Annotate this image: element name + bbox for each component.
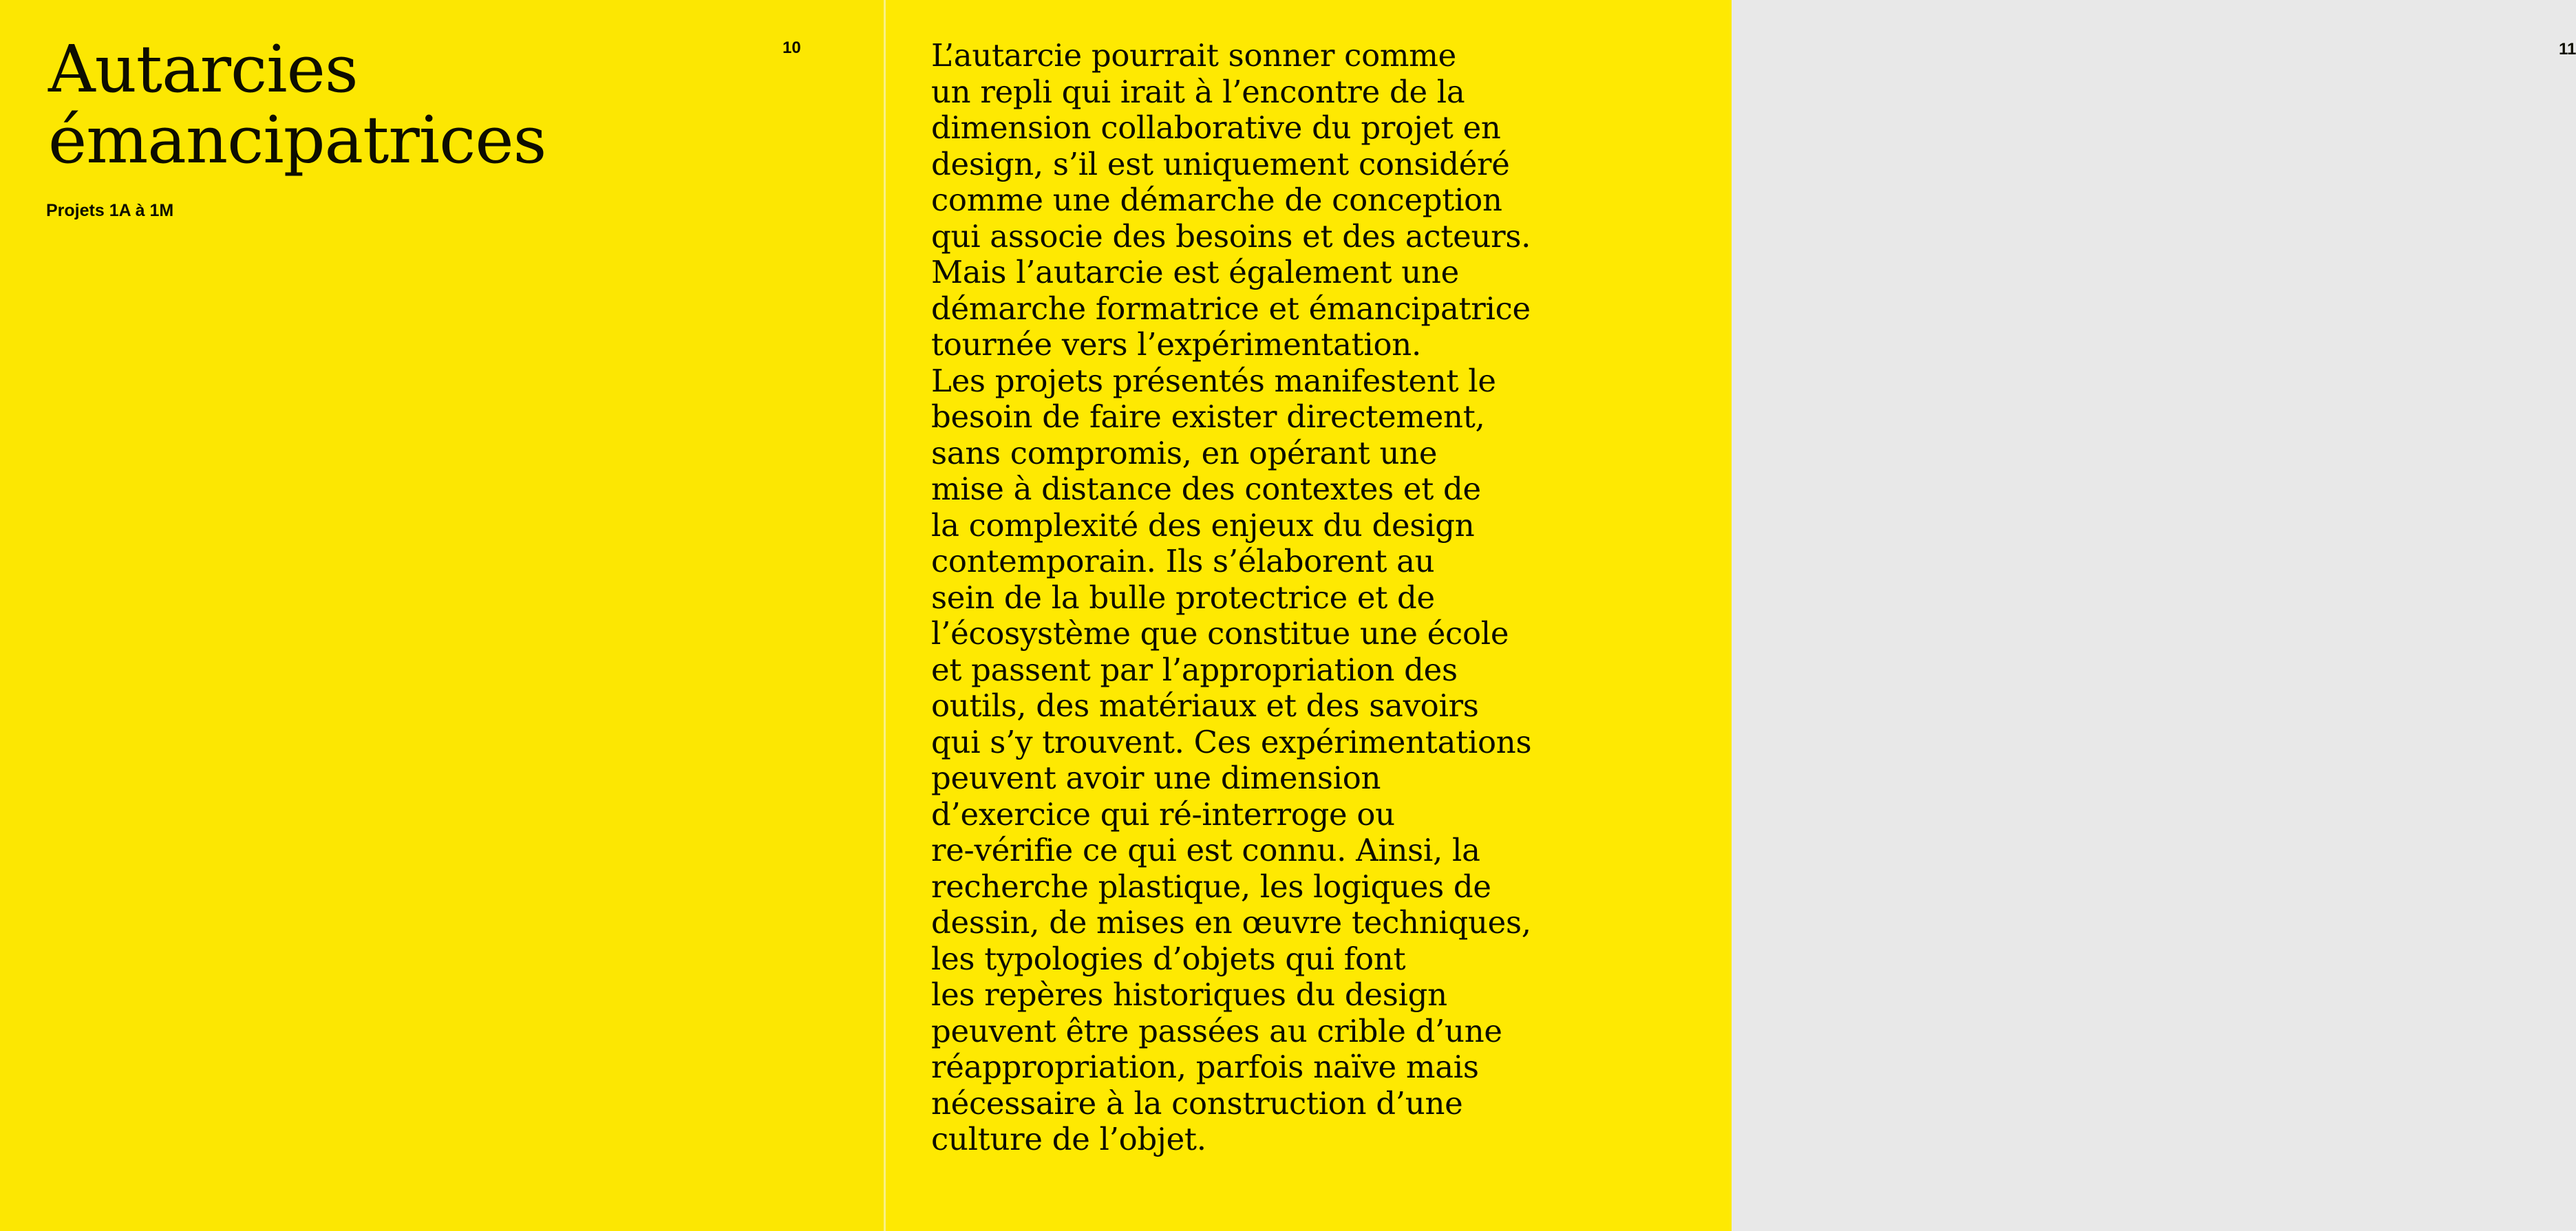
body-text-line: L’autarcie pourrait sonner comme xyxy=(931,37,1456,74)
body-text xyxy=(931,38,1531,1158)
body-text-line: Les projets présentés manifestent le xyxy=(931,362,1496,399)
body-text-line: et passent par l’appropriation des xyxy=(931,651,1458,688)
body-text-line: la complexité des enjeux du design xyxy=(931,506,1475,544)
body-text-line: démarche formatrice et émancipatrice xyxy=(931,290,1531,327)
body-text-line: dessin, de mises en œuvre techniques, xyxy=(931,904,1531,941)
body-text-line: qui s’y trouvent. Ces expérimentations xyxy=(931,723,1532,760)
body-text-line: dimension collaborative du projet en xyxy=(931,109,1501,146)
body-text-line: besoin de faire exister directement, xyxy=(931,398,1485,435)
body-text-line: recherche plastique, les logiques de xyxy=(931,868,1491,905)
body-text-line: peuvent être passées au crible d’une xyxy=(931,1012,1502,1049)
body-text-line: l’écosystème que constitue une école xyxy=(931,615,1509,652)
body-text-line: Mais l’autarcie est également une xyxy=(931,254,1459,290)
body-text-line: un repli qui irait à l’encontre de la xyxy=(931,73,1465,110)
body-text-line: re-vérifie ce qui est connu. Ainsi, la xyxy=(931,832,1480,868)
body-text-line: comme une démarche de conception xyxy=(931,182,1502,218)
page-gutter xyxy=(884,0,886,1231)
page-subtitle: Projets 1A à 1M xyxy=(46,201,174,220)
body-text-line: les typologies d’objets qui font xyxy=(931,940,1406,977)
body-text-line: réappropriation, parfois naïve mais xyxy=(931,1049,1479,1085)
body-text-line: les repères historiques du design xyxy=(931,976,1447,1013)
body-text-line: design, s’il est uniquement considéré xyxy=(931,145,1510,182)
body-text-line: outils, des matériaux et des savoirs xyxy=(931,687,1479,724)
page-title-line-2: émancipatrices xyxy=(48,103,546,178)
body-text-line: peuvent avoir une dimension xyxy=(931,760,1381,796)
body-text-line: mise à distance des contextes et de xyxy=(931,471,1481,507)
body-text-line: sans compromis, en opérant une xyxy=(931,434,1438,471)
page-number-left: 10 xyxy=(783,39,801,57)
body-text-line: nécessaire à la construction d’une xyxy=(931,1084,1463,1122)
page-right xyxy=(884,0,2576,1231)
body-text-line: d’exercice qui ré-interroge ou xyxy=(931,795,1395,833)
page-left xyxy=(0,0,884,1231)
body-text-line: tournée vers l’expérimentation. xyxy=(931,326,1421,363)
page-title-line-1: Autarcies xyxy=(48,32,358,107)
body-text-line: sein de la bulle protectrice et de xyxy=(931,579,1435,616)
page-number-right: 11 xyxy=(2559,40,2576,58)
body-text-line: qui associe des besoins et des acteurs. xyxy=(931,217,1531,255)
body-text-line: contemporain. Ils s’élaborent au xyxy=(931,543,1435,579)
body-text-line: culture de l’objet. xyxy=(931,1121,1206,1157)
page-title xyxy=(48,34,546,176)
